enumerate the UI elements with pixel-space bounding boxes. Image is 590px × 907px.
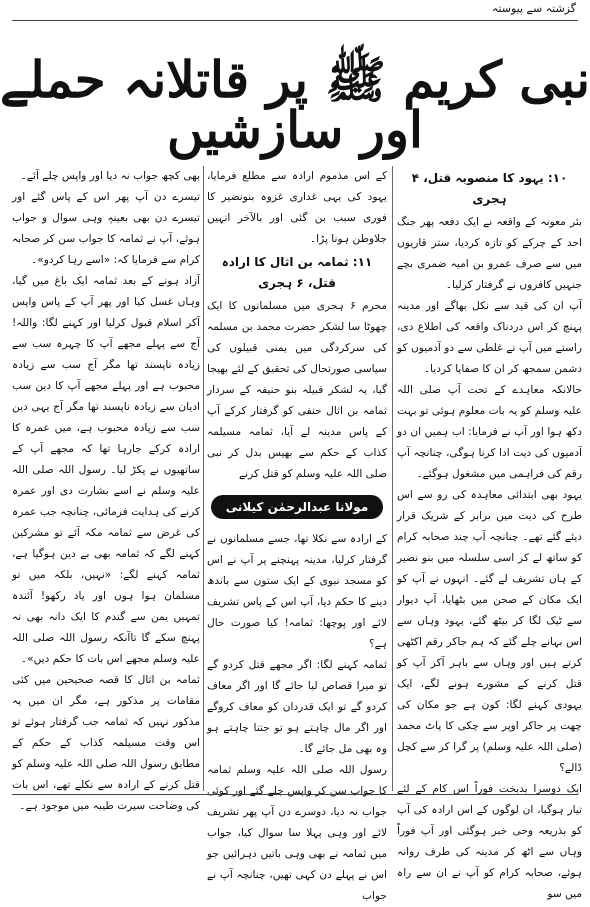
paragraph: تیسرے دن آپ پھر اس کے پاس گئے اور تیسرے دن بھی بعینہٖ وہی سوال و جواب ہوئے، آپ نے ثمامہ کا جواب سن کر صحابہ کرام سے فرمایا کہ: «اسے رہا کردو»۔ — [12, 191, 200, 266]
paragraph: ثمامہ کہنے لگا: اگر مجھے قتل کردو گے تو میرا قصاص لیا جائے گا اور اگر معاف کردو گے تو ایک قدردان کو معاف کروگے اور اگر مال چاہتے ہو تو جتنا چاہتے ہو وہ بھی مل جائے گا۔ — [207, 659, 387, 755]
paragraph: آزاد ہونے کے بعد ثمامہ ایک باغ میں گیا، وہاں غسل کیا اور پھر آپ کے پاس واپس آکر اسلام قبول کرلیا اور کہنے لگا: واللہ! آج سے پہلے مجھے آپ کا چہرہ سب سے زیادہ ناپسند تھا مگر آج سب سے زیادہ محبوب ہے اور پہلے مجھے آپ کا دین سب ادیان سے زیادہ ناپسند تھا مگر آج یہی دین سب سے زیادہ محبوب ہے، میں عمرہ کا ارادہ کرکے جارہا تھا کہ مجھے آپ کے ساتھیوں نے پکڑ لیا۔ رسول اللہ صلی اللہ علیہ وسلم نے اسے بشارت دی اور عمرہ کرنے کی ہدایت فرمائی، چنانچہ جب عمرہ کی غرض سے ثمامہ مکہ آئے تو مشرکین کہنے لگے کہ ثمامہ بھی بے دین ہوگیا ہے، ثمامہ کہنے لگے: «نہیں، بلکہ میں تو مسلمان ہوا ہوں اور یاد رکھو! آئندہ تمہیں یمن سے گندم کا ایک دانہ بھی نہ پہنچ سکے گا تاآنکہ رسول اللہ صلی اللہ علیہ وسلم مجھے اس بات کا حکم دیں»۔ — [12, 275, 200, 665]
paragraph: کے اس مذموم ارادہ سے مطلع فرمایا، یہود کی یہی غداری غزوہ بنونضیر کا فوری سبب بن گئی اور بالآخر انہیں جلاوطن ہونا پڑا۔ — [207, 170, 387, 245]
column-right — [397, 166, 582, 900]
column-left — [12, 166, 200, 812]
paragraph: آپ ان کی قید سے نکل بھاگے اور مدینہ پہنچ کر اس دردناک واقعہ کی اطلاع دی، راستے میں آپ نے غلطی سے دو آدمیوں کو دشمن سمجھ کر ان کا صفایا کردیا۔ — [397, 300, 582, 375]
paragraph: رسول اللہ صلی اللہ علیہ وسلم ثمامہ کا جواب سن کر واپس چلے گئے اور کوئی جواب نہ دیا، دوسرے دن آپ پھر تشریف لائے اور وہی پہلا سا سوال کیا، جواب میں ثمامہ نے بھی وہی باتیں دہرائیں جو اس نے پہلے دن کہی تھیں، چنانچہ آپ نے جواب — [207, 764, 387, 902]
section-heading-11: ۱۱: ثمامہ بن اثال کا ارادہ قتل، ۶ ہجری — [221, 255, 373, 290]
paragraph: ثمامہ بن اثال کا قصہ صحیحین میں کئی مقامات پر مذکور ہے، مگر ان میں یہ مذکور نہیں کہ ثمامہ جب گرفتار ہوئے تو اس وقت مسیلمہ کذاب کے حکم کے مطابق رسول اللہ صلی اللہ علیہ وسلم کو قتل کرنے کے ارادہ سے نکلے تھے، اس بات کی وضاحت سیرت طیبہ میں موجود ہے۔ — [12, 674, 200, 812]
paragraph: یہود بھی ابتدائی معاہدہ کی رو سے اس طرح کی دیت میں برابر کے شریک قرار دیئے گئے تھے۔ چنانچہ آپ چند صحابہ کرام کو ساتھ لے کر اسی سلسلہ میں بنو نضیر کے ہاں تشریف لے گئے۔ انہوں نے آپ کو ایک مکان کے صحن میں بٹھایا، آپ دیوار سے ٹیک لگا کر بیٹھ گئے، یہود وہاں سے اس بہانے چلے گئے کہ ہم جاکر رقم اکٹھی کرتے ہیں اور وہاں سے باہر آکر آپ کو قتل کرنے کے مشورے ہونے لگے، ایک یہودی کہنے لگا: کون ہے جو مکان کی چھت پر جاکر اوپر سے چکی کا پاٹ محمد (صلی اللہ علیہ وسلم) پر گرا کر سے کچل ڈالے؟ — [397, 489, 582, 774]
paragraph: حالانکہ معاہدے کے تحت آپ صلی اللہ علیہ وسلم کو یہ بات معلوم ہوئی تو بہت دکھ ہوا اور آپ نے فرمایا: اب ہمیں ان دو آدمیوں کی دیت ادا کرنا ہوگی، چنانچہ آپ رقم کی فراہمی میں مشغول ہوگئے۔ — [397, 384, 582, 480]
paragraph: کے ارادہ سے نکلا تھا، جسے مسلمانوں نے گرفتار کرلیا، مدینہ پہنچنے پر آپ نے اس کو مسجد نبوی کے ایک ستون سے باندھ دینے کا حکم دیا، آپ اس کے پاس تشریف لائے اور پوچھا: ثمامہ! کیا صورت حال ہے؟ — [207, 533, 387, 650]
column-divider — [203, 166, 204, 791]
paragraph: محرم ۶ ہجری میں مسلمانوں کا ایک چھوٹا سا لشکر حضرت محمد بن مسلمہ کی سرکردگی میں یمنی قبیلوں کی سیاسی صورتحال کی تحقیق کے لئے بھیجا گیا، یہ لشکر قبیلہ بنو حنیفہ کے سردار ثمامہ بن اثال حنفی کو گرفتار کرکے آپ کے پاس مدینہ لے آیا، ثمامہ مسیلمہ کذاب کے حکم سے بھیس بدل کر نبی صلی اللہ علیہ وسلم کو قتل کرنے — [207, 300, 387, 480]
paragraph: ایک دوسرا بدبخت فوراً اس کام کے لئے تیار ہوگیا، ان لوگوں کے اس ارادہ کی آپ کو بذریعہ وحی خبر ہوگئی اور آپ فوراً وہاں سے اٹھ کر مدینہ کی طرف روانہ ہوئے، صحابہ کرام کو آپ نے ان سے راہ میں سو — [397, 783, 582, 900]
author-badge: مولانا عبدالرحمٰن کیلانی — [211, 495, 383, 519]
footer-rule — [12, 794, 578, 795]
column-middle — [207, 166, 387, 902]
article-title: نبی کریم ﷺ پر قاتلانہ حملے اور سازشیں — [0, 50, 590, 159]
paragraph: بئر معونہ کے واقعہ نے ایک دفعہ پھر جنگ احد کے چرکے کو تازہ کردیا، ستر قاریوں میں سے صرف عمرو بن امیہ ضمری بچے جنہیں کافروں نے گرفتار کرلیا۔ — [397, 216, 582, 291]
header-rule — [12, 20, 578, 21]
column-divider — [392, 166, 393, 791]
continuation-label: گزشتہ سے پیوستہ — [492, 2, 576, 15]
paragraph: بھی کچھ جواب نہ دیا اور واپس چلے آئے۔ — [20, 170, 200, 182]
section-heading-10: ۱۰: یہود کا منصوبہ قتل، ۴ ہجری — [411, 171, 568, 206]
